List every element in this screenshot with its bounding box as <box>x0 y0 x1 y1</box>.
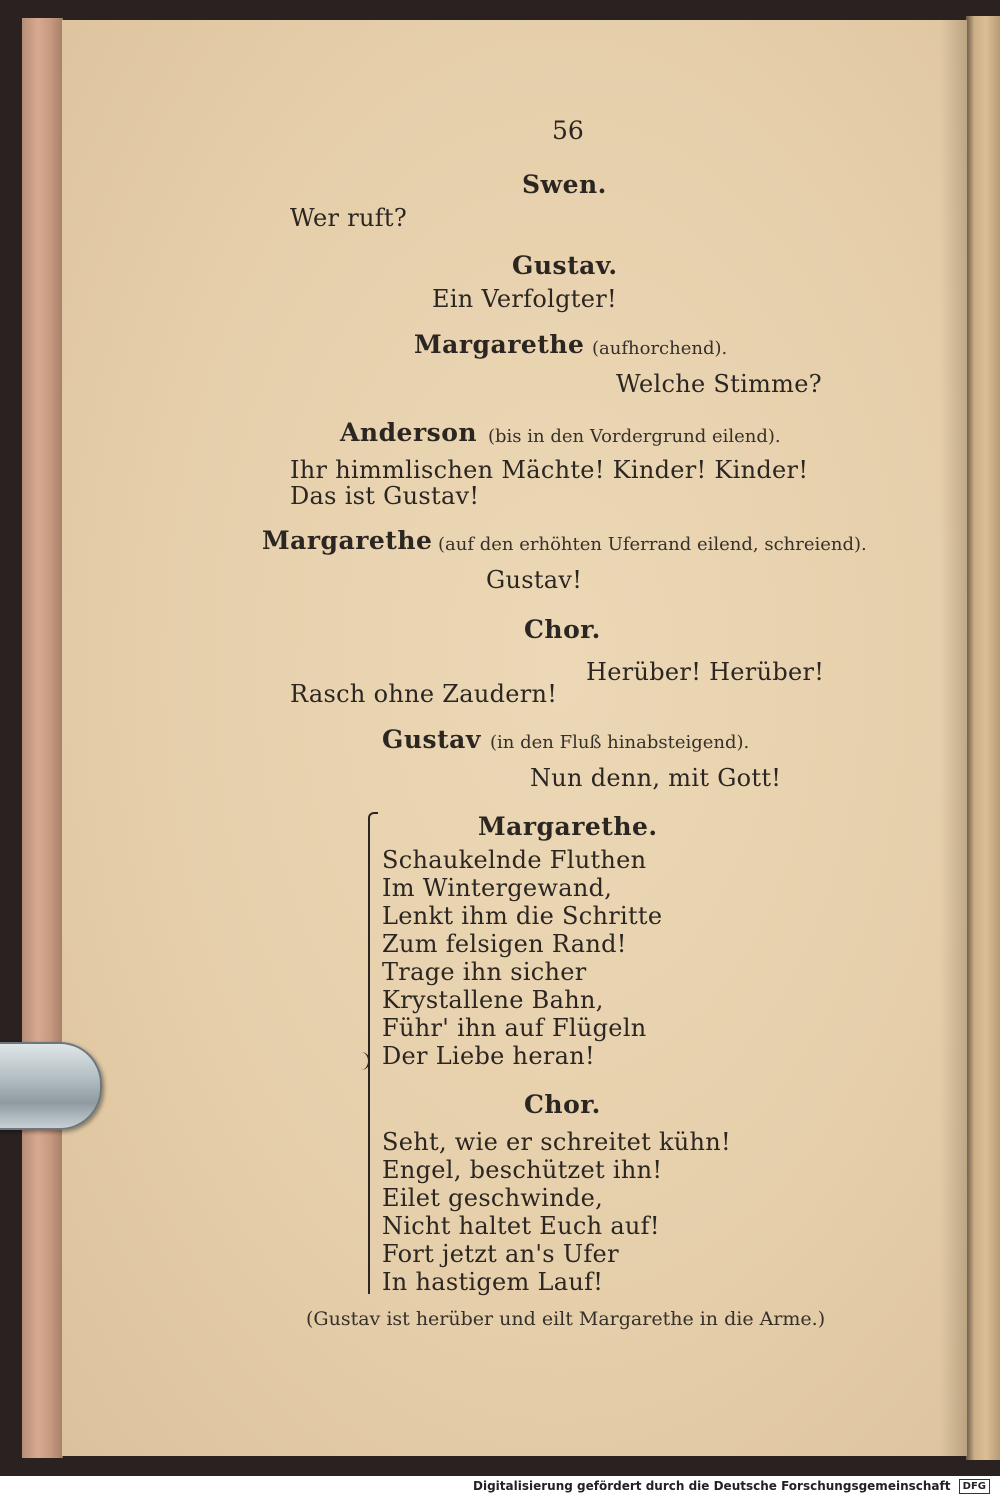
text-ein-verfolgter: Ein Verfolgter! <box>432 285 617 313</box>
stage-direction: (bis in den Vordergrund eilend). <box>488 426 781 447</box>
book-edge-left <box>22 18 63 1458</box>
text-gustav-ruf: Gustav! <box>486 566 583 594</box>
footer-bar <box>0 1476 1000 1498</box>
text-wer-ruft: Wer ruft? <box>290 204 408 232</box>
verse-line: Zum felsigen Rand! <box>382 930 627 958</box>
text-heruber: Herüber! Herüber! <box>586 658 825 686</box>
speaker-gustav: Gustav. <box>512 251 618 280</box>
chorus-line: Fort jetzt an's Ufer <box>382 1240 619 1268</box>
stage-direction: (aufhorchend). <box>592 338 728 359</box>
speaker-gustav: Gustav <box>382 725 481 754</box>
dfg-logo-icon: DFG <box>959 1479 990 1494</box>
speaker-swen: Swen. <box>522 170 607 199</box>
verse-brace <box>368 818 378 1294</box>
speaker-anderson: Anderson <box>340 418 478 447</box>
speaker-margarethe: Margarethe <box>262 526 433 555</box>
book-edge-right <box>966 16 1000 1460</box>
speaker-chor: Chor. <box>524 1090 601 1119</box>
text-das-ist-gustav: Das ist Gustav! <box>290 482 480 510</box>
verse-line: Führ' ihn auf Flügeln <box>382 1014 647 1042</box>
footer-credit-text: Digitalisierung gefördert durch die Deutsche Forschungsgemeinschaft <box>473 1479 951 1493</box>
verse-line: Schaukelnde Fluthen <box>382 846 647 874</box>
speaker-margarethe: Margarethe <box>414 330 585 359</box>
stage-direction: (auf den erhöhten Uferrand eilend, schreiend). <box>438 534 867 555</box>
verse-line: Im Wintergewand, <box>382 874 613 902</box>
verse-line: Trage ihn sicher <box>382 958 587 986</box>
text-welche-stimme: Welche Stimme? <box>616 370 822 398</box>
chorus-line: Eilet geschwinde, <box>382 1184 604 1212</box>
verse-line: Lenkt ihm die Schritte <box>382 902 663 930</box>
footer-credit <box>473 1479 990 1494</box>
page-number: 56 <box>552 116 584 145</box>
page-clip <box>0 1042 102 1130</box>
chorus-line: Nicht haltet Euch auf! <box>382 1212 660 1240</box>
stage-direction: (in den Fluß hinabsteigend). <box>490 732 750 753</box>
verse-line: Der Liebe heran! <box>382 1042 595 1070</box>
text-ihr-himmlischen: Ihr himmlischen Mächte! Kinder! Kinder! <box>290 456 809 484</box>
chorus-line: Seht, wie er schreitet kühn! <box>382 1128 732 1156</box>
verse-line: Krystallene Bahn, <box>382 986 604 1014</box>
stage-direction-final: (Gustav ist herüber und eilt Margarethe in die Arme.) <box>306 1308 826 1330</box>
speaker-margarethe: Margarethe. <box>478 812 658 841</box>
text-nun-denn: Nun denn, mit Gott! <box>530 764 782 792</box>
text-rasch: Rasch ohne Zaudern! <box>290 680 558 708</box>
speaker-chor: Chor. <box>524 615 601 644</box>
chorus-line: Engel, beschützet ihn! <box>382 1156 663 1184</box>
page-gutter-shadow <box>940 20 967 1456</box>
chorus-line: In hastigem Lauf! <box>382 1268 604 1296</box>
